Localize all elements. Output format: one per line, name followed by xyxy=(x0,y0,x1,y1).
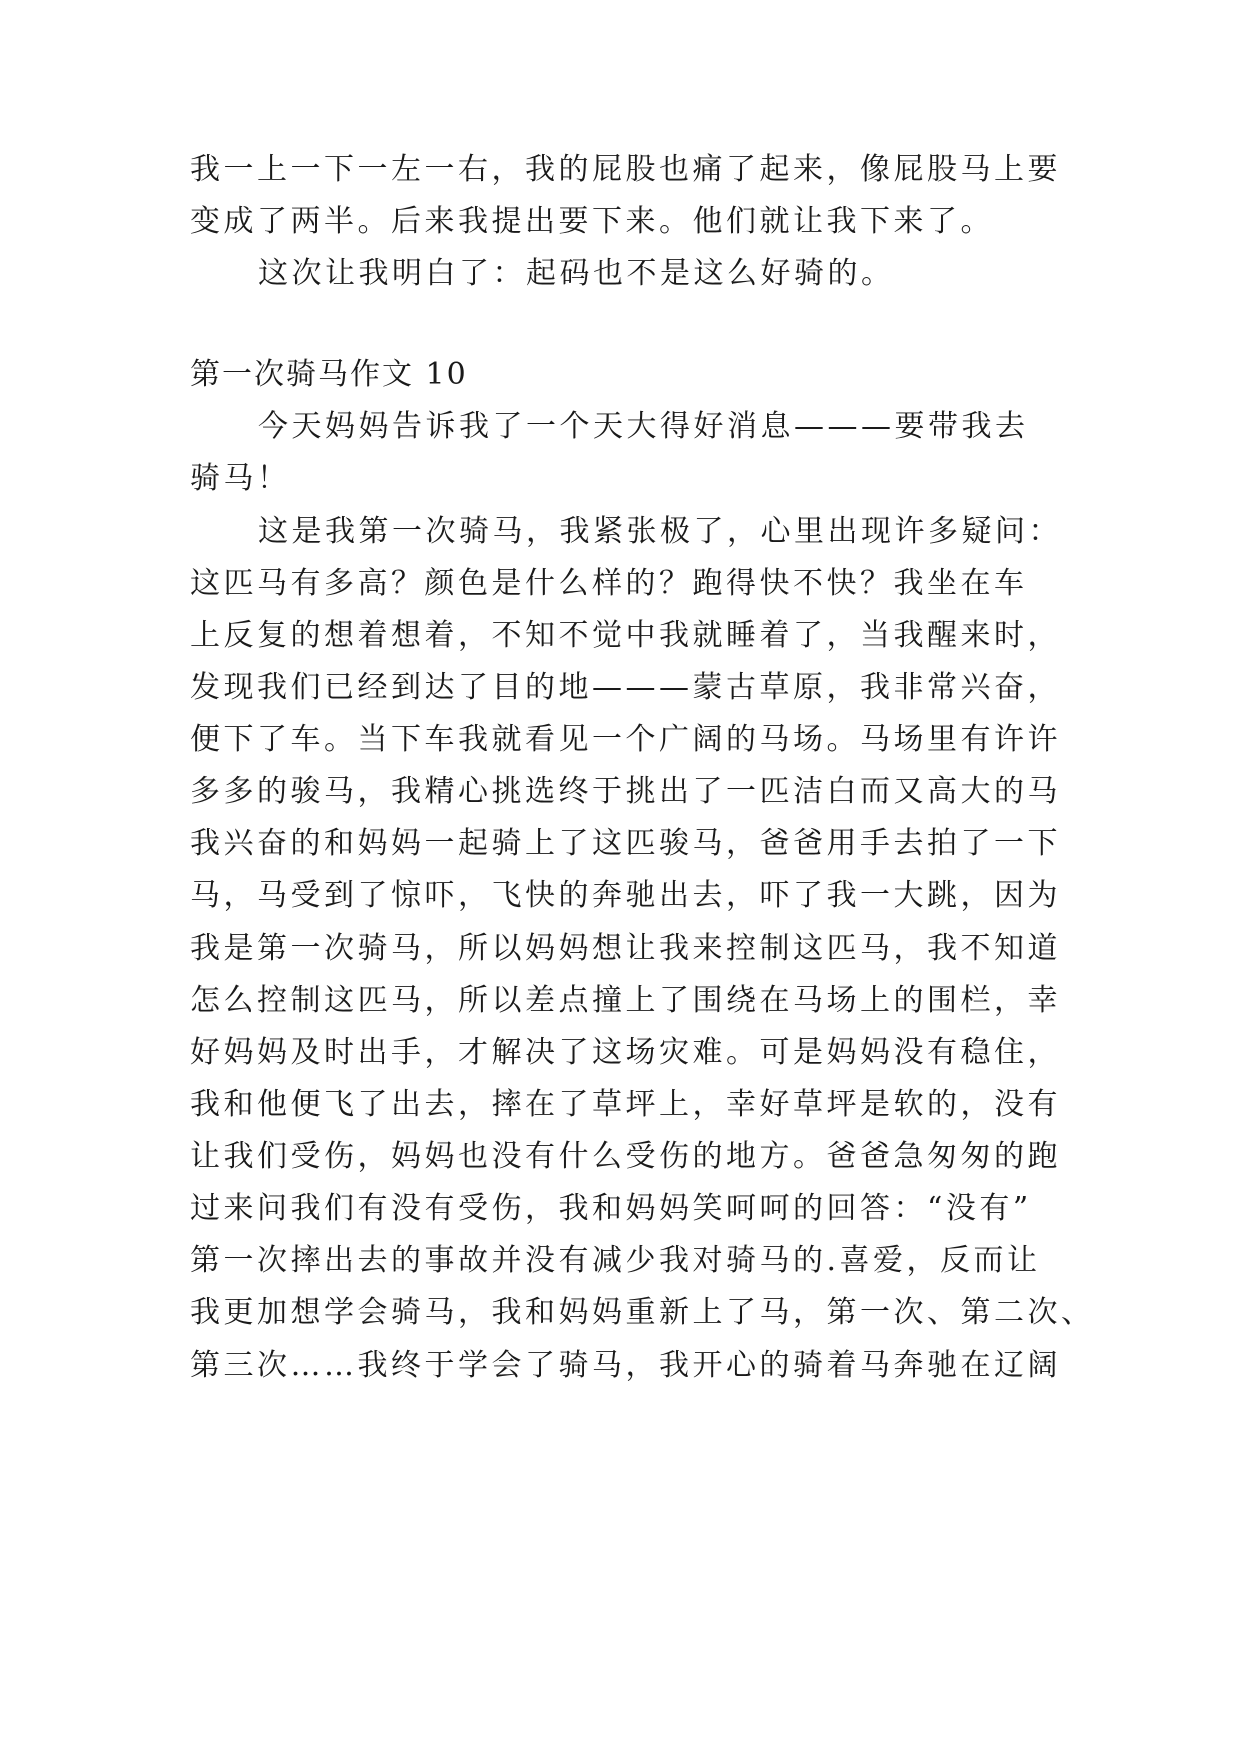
prev-text-line-1: 我一上一下一左一右，我的屁股也痛了起来，像屁股马上要 xyxy=(190,152,1061,187)
body-line-9: 我是第一次骑马，所以妈妈想让我来控制这匹马，我不知道 xyxy=(190,931,1061,966)
body-line-15: 第一次摔出去的事故并没有减少我对骑马的.喜爱，反而让 xyxy=(190,1243,1041,1278)
body-line-5: 便下了车。当下车我就看见一个广阔的马场。马场里有许许 xyxy=(190,722,1061,757)
body-line-10: 怎么控制这匹马，所以差点撞上了围绕在马场上的围栏，幸 xyxy=(190,983,1061,1018)
body-line-2: 这匹马有多高？颜色是什么样的？跑得快不快？我坐在车 xyxy=(190,566,1028,601)
body-line-6: 多多的骏马，我精心挑选终于挑出了一匹洁白而又高大的马 xyxy=(190,774,1061,809)
section-title: 第一次骑马作文 10 xyxy=(190,357,468,392)
body-line-17: 第三次……我终于学会了骑马，我开心的骑着马奔驰在辽阔 xyxy=(190,1348,1061,1383)
body-line-7: 我兴奋的和妈妈一起骑上了这匹骏马，爸爸用手去拍了一下 xyxy=(190,826,1061,861)
body-line-1: 这是我第一次骑马，我紧张极了，心里出现许多疑问： xyxy=(258,514,1062,549)
body-line-8: 马，马受到了惊吓，飞快的奔驰出去，吓了我一大跳，因为 xyxy=(190,878,1061,913)
prev-conclusion: 这次让我明白了：起码也不是这么好骑的。 xyxy=(258,256,895,291)
intro-line-2: 骑马！ xyxy=(190,461,291,496)
body-line-14: 过来问我们有没有受伤，我和妈妈笑呵呵的回答：“没有” xyxy=(190,1191,1032,1226)
body-line-3: 上反复的想着想着，不知不觉中我就睡着了，当我醒来时， xyxy=(190,618,1061,653)
intro-line-1: 今天妈妈告诉我了一个天大得好消息———要带我去 xyxy=(258,409,1029,444)
body-line-16: 我更加想学会骑马，我和妈妈重新上了马，第一次、第二次、 xyxy=(190,1295,1095,1330)
body-line-11: 好妈妈及时出手，才解决了这场灾难。可是妈妈没有稳住， xyxy=(190,1035,1061,1070)
body-line-4: 发现我们已经到达了目的地———蒙古草原，我非常兴奋， xyxy=(190,670,1061,705)
body-line-13: 让我们受伤，妈妈也没有什么受伤的地方。爸爸急匆匆的跑 xyxy=(190,1139,1061,1174)
prev-text-line-2: 变成了两半。后来我提出要下来。他们就让我下来了。 xyxy=(190,204,994,239)
body-line-12: 我和他便飞了出去，摔在了草坪上，幸好草坪是软的，没有 xyxy=(190,1087,1061,1122)
